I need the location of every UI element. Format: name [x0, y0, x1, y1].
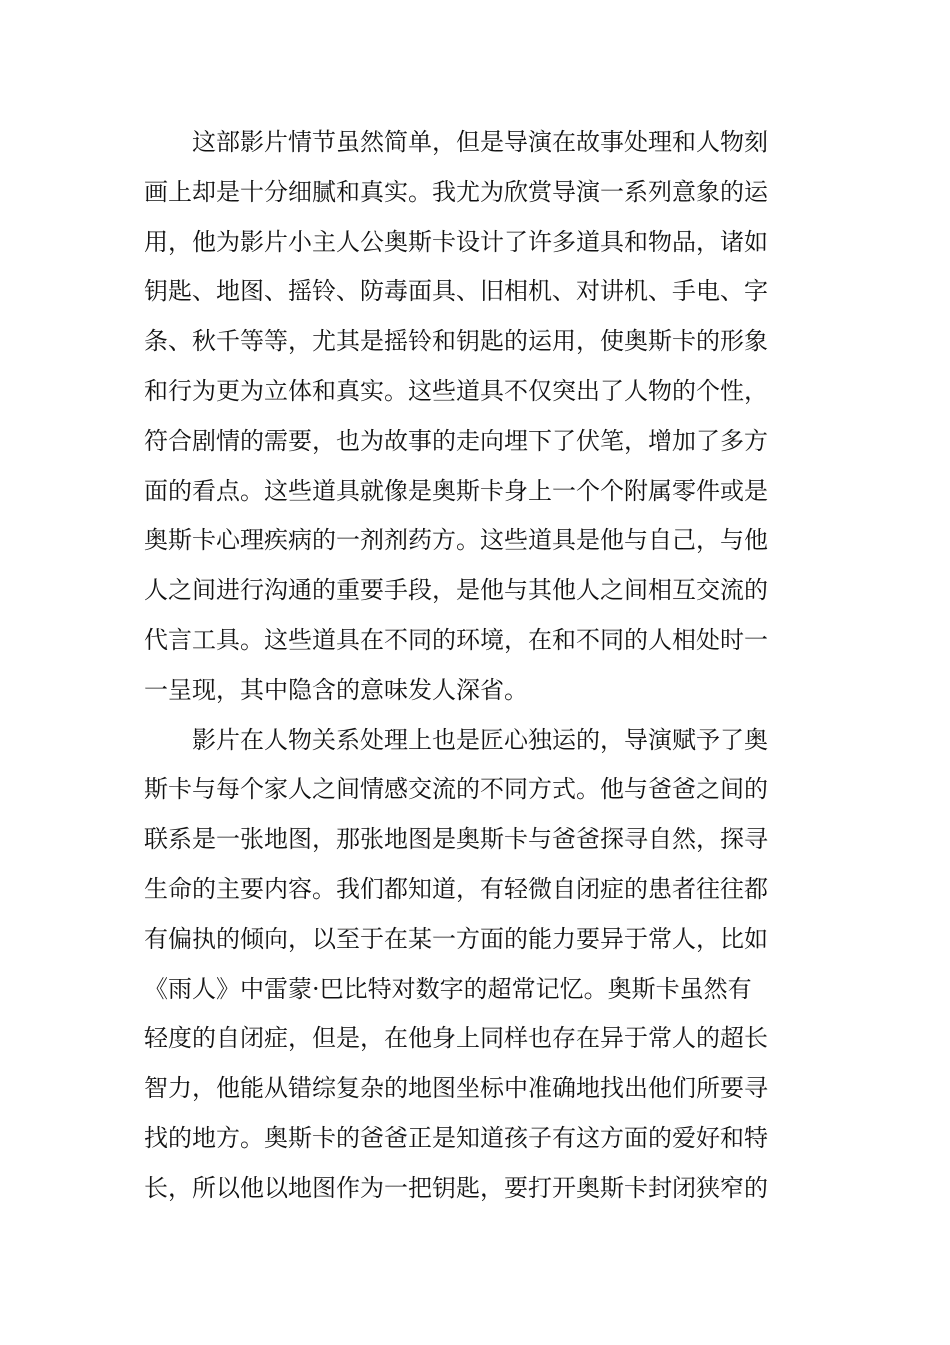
text-line: 联系是一张地图，那张地图是奥斯卡与爸爸探寻自然，探寻 [144, 825, 768, 854]
text-line: 长，所以他以地图作为一把钥匙，要打开奥斯卡封闭狭窄的 [144, 1173, 768, 1202]
document-body [144, 118, 768, 1214]
text-line: 一呈现，其中隐含的意味发人深省。 [144, 675, 528, 704]
paragraph-2 [144, 716, 768, 1214]
text-line: 有偏执的倾向，以至于在某一方面的能力要异于常人，比如 [144, 924, 768, 953]
text-line: 面的看点。这些道具就像是奥斯卡身上一个个附属零件或是 [144, 476, 768, 505]
text-line: 《雨人》中雷蒙·巴比特对数字的超常记忆。奥斯卡虽然有 [144, 974, 752, 1003]
text-line: 用，他为影片小主人公奥斯卡设计了许多道具和物品，诸如 [144, 227, 768, 256]
text-line: 影片在人物关系处理上也是匠心独运的，导演赋予了奥 [192, 725, 768, 754]
text-line: 斯卡与每个家人之间情感交流的不同方式。他与爸爸之间的 [144, 775, 768, 804]
text-line: 钥匙、地图、摇铃、防毒面具、旧相机、对讲机、手电、字 [144, 277, 768, 306]
text-line: 符合剧情的需要，也为故事的走向埋下了伏笔，增加了多方 [144, 426, 768, 455]
text-line: 这部影片情节虽然简单，但是导演在故事处理和人物刻 [192, 128, 768, 156]
paragraph-1 [144, 118, 768, 716]
text-line: 找的地方。奥斯卡的爸爸正是知道孩子有这方面的爱好和特 [144, 1123, 768, 1152]
text-line: 生命的主要内容。我们都知道，有轻微自闭症的患者往往都 [144, 874, 768, 903]
text-line: 代言工具。这些道具在不同的环境，在和不同的人相处时一 [144, 625, 768, 654]
text-line: 人之间进行沟通的重要手段，是他与其他人之间相互交流的 [144, 576, 768, 605]
text-line: 智力，他能从错综复杂的地图坐标中准确地找出他们所要寻 [144, 1074, 768, 1103]
text-line: 画上却是十分细腻和真实。我尤为欣赏导演一系列意象的运 [144, 177, 768, 206]
text-line: 轻度的自闭症，但是，在他身上同样也存在异于常人的超长 [144, 1024, 768, 1053]
text-line: 奥斯卡心理疾病的一剂剂药方。这些道具是他与自己，与他 [144, 526, 768, 555]
text-line: 条、秋千等等，尤其是摇铃和钥匙的运用，使奥斯卡的形象 [144, 327, 768, 356]
text-line: 和行为更为立体和真实。这些道具不仅突出了人物的个性， [144, 376, 768, 405]
